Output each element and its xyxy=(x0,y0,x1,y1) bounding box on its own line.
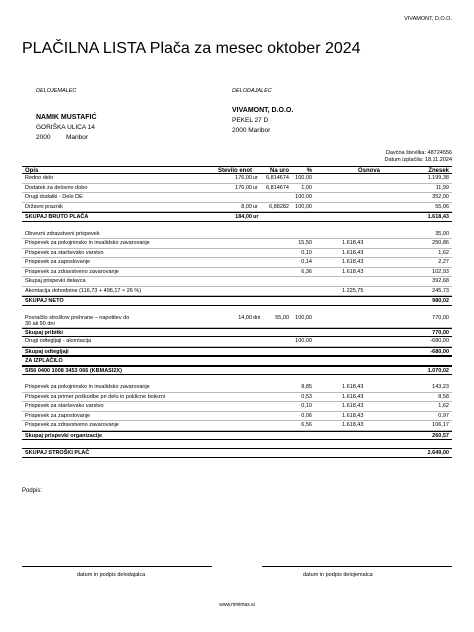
cell-cena: 6,814674 xyxy=(266,175,289,181)
cell-osnova: 1.225,75 xyxy=(342,287,364,294)
cell-pct: 100,00 xyxy=(295,314,312,321)
cell-opis: Drugi odtegljaji - akontacija xyxy=(25,338,92,344)
table-spacer xyxy=(22,375,452,383)
cell-znesek: 1.070,02 xyxy=(427,367,449,374)
cell-znesek: 1.618,43 xyxy=(427,214,449,220)
cell-znesek: 2.649,00 xyxy=(427,450,449,456)
cell-osnova: 1.618,43 xyxy=(342,259,364,265)
cell-cena: 6,88282 xyxy=(269,203,289,210)
cell-znesek: 980,02 xyxy=(432,298,449,304)
table-row xyxy=(22,412,452,422)
cell-opis: Prispevek za zaposlovanje xyxy=(25,259,91,265)
employer-label: DELODAJALEC xyxy=(232,88,272,94)
cell-znesek: 245,73 xyxy=(432,287,449,294)
cell-opis: Prispevek za pokojninsko in invalidsko zavarovanje xyxy=(25,240,150,246)
cell-pct: 15,50 xyxy=(298,240,312,246)
cell-pct: 6,56 xyxy=(301,422,312,428)
table-row xyxy=(22,239,452,249)
cell-opis: Skupaj odtegljaji xyxy=(25,348,69,355)
employer-name: VIVAMONT, D.O.O. xyxy=(232,107,294,114)
cell-opis: Akontacija dohodnine (116,73 + 496,17 × 26 %) xyxy=(25,287,142,294)
header-osnova: Osnova xyxy=(358,168,381,174)
cell-znesek: 0,97 xyxy=(438,412,449,419)
cell-znesek: 11,99 xyxy=(435,184,449,191)
cell-pct: 0,10 xyxy=(301,403,312,409)
cell-pct: 0,06 xyxy=(301,412,312,419)
cell-pct: 100,00 xyxy=(295,203,312,210)
cell-opis: Drugi dodatki - Delo DE xyxy=(25,194,83,200)
cell-pct: 1,00 xyxy=(301,184,312,191)
cell-opis: Povračilo stroškov prehrane – napotitev do xyxy=(25,314,130,321)
employee-label: DELOJEMALEC xyxy=(36,88,77,94)
cell-pct: 0,10 xyxy=(301,249,312,256)
cell-opis: Prispevek za pokojninsko in invalidsko zavarovanje xyxy=(25,384,150,390)
cell-opis: ZA IZPLAČILO xyxy=(25,358,63,364)
cell-znesek: 260,57 xyxy=(432,432,449,439)
table-row xyxy=(22,337,452,347)
cell-opis: Redno delo xyxy=(25,175,54,181)
cell-opis: SKUPAJ STROŠKI PLAČ xyxy=(25,450,90,456)
employer-street: PEKEL 27 D xyxy=(232,117,269,124)
table-row xyxy=(22,184,452,194)
cell-znesek: 770,00 xyxy=(432,329,449,336)
cell-opis: Prispevek za zdravstveno zavarovanje xyxy=(25,422,119,428)
cell-unit: ur xyxy=(253,184,258,191)
cell-unit: dni xyxy=(253,314,261,321)
cell-znesek: 1.199,38 xyxy=(427,175,449,181)
cell-cena: 6,814674 xyxy=(266,184,289,191)
cell-znesek: 143,23 xyxy=(432,384,449,390)
employee-city: Maribor xyxy=(66,134,89,141)
cell-znesek: 102,93 xyxy=(432,268,449,275)
cell-osnova: 1.618,43 xyxy=(342,403,364,409)
table-total-row xyxy=(22,212,452,222)
table-row xyxy=(22,314,452,328)
payment-date: Datum izplačila: 18.11.2024 xyxy=(384,157,452,163)
employee-street: GORIŠKA ULICA 14 xyxy=(36,124,95,131)
cell-opis: Prispevek za starševsko varstvo xyxy=(25,249,104,256)
cell-opis: Prispevek za zdravstveno zavarovanje xyxy=(25,268,119,275)
cell-unit: ur xyxy=(253,214,259,220)
cell-kolicina: 176,00 xyxy=(235,184,252,191)
cell-znesek: -680,00 xyxy=(430,348,449,355)
cell-pct: 100,00 xyxy=(295,194,312,200)
cell-opis: Dodatek za delovno dobo xyxy=(25,184,88,191)
cell-znesek: 250,86 xyxy=(432,240,449,246)
cell-znesek: 8,58 xyxy=(438,393,449,400)
cell-osnova: 1.618,43 xyxy=(342,249,364,256)
table-total-row xyxy=(22,448,452,458)
cell-osnova: 1.618,43 xyxy=(342,384,364,390)
table-row xyxy=(22,383,452,393)
table-row xyxy=(22,393,452,403)
table-row xyxy=(22,203,452,213)
cell-opis: Prispevek za zaposlovanje xyxy=(25,412,91,419)
table-total-row xyxy=(22,296,452,306)
header-pct: % xyxy=(306,168,312,174)
cell-opis: Prispevek za primer poškodbe pri delu in poklicne bolezni xyxy=(25,393,166,400)
cell-znesek: 55,06 xyxy=(435,203,449,210)
cell-opis-continued: 30 ali 90 dni xyxy=(25,321,55,327)
table-row xyxy=(22,287,452,297)
cell-znesek: 2,27 xyxy=(438,259,449,265)
table-row xyxy=(22,268,452,278)
cell-opis: SKUPAJ BRUTO PLAČA xyxy=(25,214,89,220)
cell-znesek: 35,00 xyxy=(435,230,449,237)
table-row xyxy=(22,249,452,259)
cell-znesek: 392,68 xyxy=(432,278,449,284)
cell-cena: 55,00 xyxy=(275,314,289,321)
cell-znesek: -680,00 xyxy=(430,338,449,344)
cell-pct: 8,85 xyxy=(301,384,312,390)
table-row xyxy=(22,421,452,431)
cell-osnova: 1.618,43 xyxy=(342,422,364,428)
cell-osnova: 1.618,43 xyxy=(342,393,364,400)
cell-osnova: 1.618,43 xyxy=(342,412,364,419)
footer-website: www.minimax.si xyxy=(219,602,255,608)
cell-opis: Prispevek za starševsko varstvo xyxy=(25,403,104,409)
tax-number: Davčna številka: 48724556 xyxy=(385,150,452,156)
cell-unit: ur xyxy=(253,203,258,210)
table-total-row xyxy=(22,431,452,441)
header-kolicina: Število enot xyxy=(217,168,252,174)
header-opis: Opis xyxy=(25,168,39,174)
header-company-name: VIVAMONT, D.O.O. xyxy=(404,16,452,22)
table-row xyxy=(22,174,452,184)
table-spacer xyxy=(22,306,452,314)
cell-pct: 100,00 xyxy=(295,338,312,344)
employer-city: 2000 Maribor xyxy=(232,127,271,134)
table-total-row xyxy=(22,328,452,338)
payslip-table xyxy=(22,166,452,458)
cell-kolicina: 176,00 xyxy=(235,175,252,181)
cell-pct: 0,53 xyxy=(301,393,312,400)
cell-osnova: 1.618,43 xyxy=(342,268,364,275)
cell-opis: Državni praznik xyxy=(25,203,63,210)
table-total-row xyxy=(22,356,452,366)
cell-znesek: 770,00 xyxy=(432,314,449,321)
page-title: PLAČILNA LISTA Plača za mesec oktober 2024 xyxy=(22,40,361,57)
cell-opis: Skupaj prispevki delavca xyxy=(25,278,86,284)
table-row xyxy=(22,402,452,412)
header-znesek: Znesek xyxy=(428,168,449,174)
cell-pct: 100,00 xyxy=(295,175,312,181)
signature-employee-label: datum in podpis delojemalca xyxy=(303,572,373,578)
signature-line-employer xyxy=(22,566,212,567)
table-header xyxy=(22,166,452,174)
cell-znesek: 352,00 xyxy=(432,194,449,200)
signature-employer-label: datum in podpis delodajalca xyxy=(77,572,146,578)
cell-unit: ur xyxy=(253,175,258,181)
table-row xyxy=(22,277,452,287)
table-row xyxy=(22,258,452,268)
cell-opis: Skupaj prispevki organizacije xyxy=(25,432,103,439)
cell-znesek: 106,17 xyxy=(432,422,449,428)
cell-opis: Skupaj pribitki xyxy=(25,329,63,336)
employee-name: NAMIK MUSTAFIĆ xyxy=(36,114,97,121)
table-total-row xyxy=(22,366,452,376)
cell-znesek: 1,62 xyxy=(438,403,449,409)
cell-pct: 6,36 xyxy=(301,268,312,275)
table-total-row xyxy=(22,347,452,357)
header-cena: Na uro xyxy=(269,168,289,174)
cell-kolicina: 14,00 xyxy=(238,314,252,321)
signature-line-employee xyxy=(262,566,452,567)
table-row xyxy=(22,230,452,240)
table-spacer xyxy=(22,440,452,448)
cell-kolicina: 184,00 xyxy=(235,214,252,220)
signature-label: Podpis: xyxy=(22,488,43,494)
employee-postal: 2000 xyxy=(36,134,51,141)
cell-opis: SKUPAJ NETO xyxy=(25,298,64,304)
cell-znesek: 1,62 xyxy=(438,249,449,256)
table-row xyxy=(22,193,452,203)
cell-osnova: 1.618,43 xyxy=(342,240,364,246)
table-spacer xyxy=(22,222,452,230)
cell-opis: SI56 0400 1008 3453 066 (KBMASI2X) xyxy=(25,367,122,374)
cell-opis: Obvezni zdravstveni prispevek xyxy=(25,230,100,237)
cell-kolicina: 8,00 xyxy=(241,203,252,210)
cell-pct: 0,14 xyxy=(301,259,312,265)
